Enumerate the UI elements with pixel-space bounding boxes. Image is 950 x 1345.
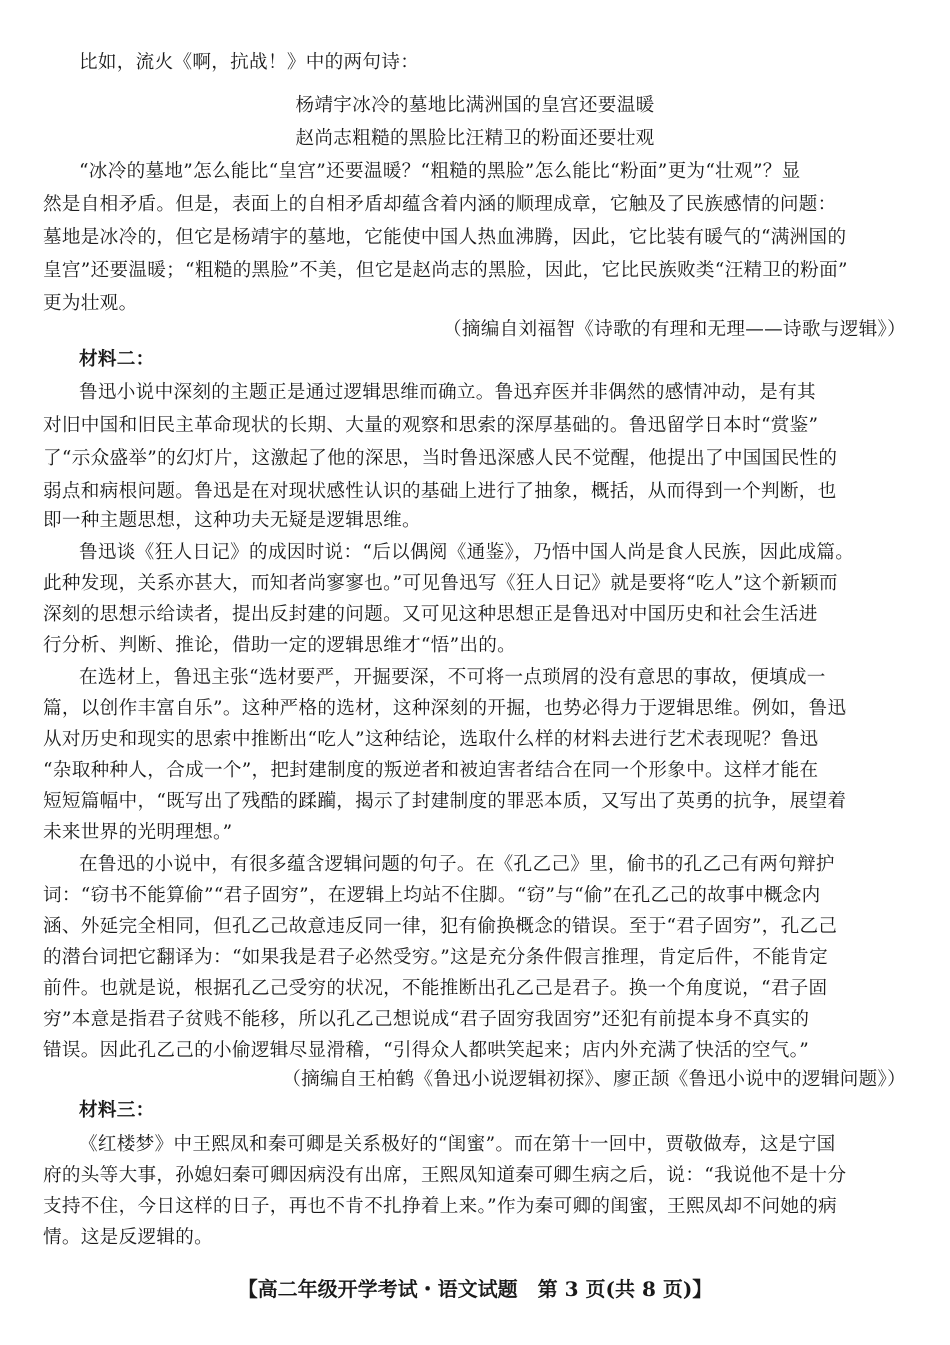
- text-line: 情。这是反逻辑的。: [43, 1227, 214, 1248]
- text-line: 即一种主题思想，这种功夫无疑是逻辑思维。: [43, 510, 421, 531]
- text-line: 对旧中国和旧民主革命现状的长期、大量的观察和思索的深厚基础的。鲁迅留学日本时“赏鉴”: [43, 415, 819, 436]
- text-line: “杂取种种人，合成一个”，把封建制度的叛逆者和被迫害者结合在同一个形象中。这样才能在: [43, 760, 819, 781]
- citation: （摘编自王柏鹤《鲁迅小说逻辑初探》、廖正颉《鲁迅小说中的逻辑问题》）: [282, 1069, 906, 1090]
- text-line: 然是自相矛盾。但是，表面上的自相矛盾却蕴含着内涵的顺理成章，它触及了民族感情的问题：: [43, 194, 837, 215]
- text-line: 短短篇幅中，“既写出了残酷的蹂躏，揭示了封建制度的罪恶本质，又写出了英勇的抗争，展望着: [43, 791, 847, 812]
- text-line: 错误。因此孔乙己的小偷逻辑尽显滑稽，“引得众人都哄笑起来；店内外充满了快活的空气。”: [43, 1040, 810, 1061]
- text-line: 从对历史和现实的思索中推断出“吃人”这种结论，选取什么样的材料去进行艺术表现呢？鲁迅: [43, 729, 819, 750]
- text-line: 府的头等大事，孙媳妇秦可卿因病没有出席，王熙凤知道秦可卿生病之后，说：“我说他不是十分: [43, 1165, 847, 1186]
- text-line: 《红楼梦》中王熙凤和秦可卿是关系极好的“闺蜜”。而在第十一回中，贾敬做寿，这是宁国: [79, 1134, 836, 1155]
- text-line: 词：“窃书不能算偷”“君子固穷”，在逻辑上均站不住脚。“窃”与“偷”在孔乙己的故事中概念内: [43, 885, 821, 906]
- text-line: 鲁迅小说中深刻的主题正是通过逻辑思维而确立。鲁迅弃医并非偶然的感情冲动，是有其: [79, 382, 816, 403]
- section-heading: 材料二：: [79, 349, 155, 370]
- text-line: 穷”本意是指君子贫贱不能移，所以孔乙己想说成“君子固穷我固穷”还犯有前提本身不真实的: [43, 1009, 810, 1030]
- text-line: 深刻的思想示给读者，提出反封建的问题。又可见这种思想正是鲁迅对中国历史和社会生活进: [43, 604, 818, 625]
- text-line: 涵、外延完全相同，但孔乙己故意违反同一律，犯有偷换概念的错误。至于“君子固穷”，孔乙己: [43, 916, 838, 937]
- text-line: 行分析、判断、推论，借助一定的逻辑思维才“悟”出的。: [43, 635, 517, 656]
- text-line: 更为壮观。: [43, 293, 138, 314]
- text-line: 了“示众盛举”的幻灯片，这激起了他的深思，当时鲁迅深感人民不觉醒，他提出了中国国民性的: [43, 448, 838, 469]
- text-line: 的潜台词把它翻译为：“如果我是君子必然受穷。”这是充分条件假言推理，肯定后件，不能肯定: [43, 947, 828, 968]
- text-line: 未来世界的光明理想。”: [43, 822, 233, 843]
- text-line: 前件。也就是说，根据孔乙己受穷的状况，不能推断出孔乙己是君子。换一个角度说，“君子固: [43, 978, 828, 999]
- poem-line: 杨靖宇冰冷的墓地比满洲国的皇宫还要温暖: [295, 95, 655, 116]
- text-line: 鲁迅谈《狂人日记》的成因时说：“后以偶阅《通鉴》，乃悟中国人尚是食人民族，因此成篇。: [79, 542, 855, 563]
- text-line: 此种发现，关系亦甚大，而知者尚寥寥也。”可见鲁迅写《狂人日记》就是要将“吃人”这个新颖而: [43, 573, 838, 594]
- poem-line: 赵尚志粗糙的黑脸比汪精卫的粉面还要壮观: [295, 128, 655, 149]
- text-line: 比如，流火《啊，抗战！》中的两句诗：: [79, 52, 420, 73]
- text-line: 篇，以创作丰富自乐”。这种严格的选材，这种深刻的开掘，也势必得力于逻辑思维。例如，鲁迅: [43, 698, 847, 719]
- text-line: 支持不住，今日这样的日子，再也不肯不扎挣着上来。”作为秦可卿的闺蜜，王熙凤却不问她的病: [43, 1196, 838, 1217]
- citation: （摘编自刘福智《诗歌的有理和无理——诗歌与逻辑》）: [442, 319, 906, 340]
- text-line: 弱点和病根问题。鲁迅是在对现状感性认识的基础上进行了抽象，概括，从而得到一个判断，也: [43, 481, 837, 502]
- text-line: “冰冷的墓地”怎么能比“皇宫”还要温暖？“粗糙的黑脸”怎么能比“粉面”更为“壮观”？显: [79, 161, 801, 182]
- text-line: 在鲁迅的小说中，有很多蕴含逻辑问题的句子。在《孔乙己》里，偷书的孔乙己有两句辩护: [79, 854, 835, 875]
- section-heading: 材料三：: [79, 1100, 155, 1121]
- text-line: 在选材上，鲁迅主张“选材要严，开掘要深，不可将一点琐屑的没有意思的事故，便填成一: [79, 667, 826, 688]
- text-line: 皇宫”还要温暖；“粗糙的黑脸”不美，但它是赵尚志的黑脸，因此，它比民族败类“汪精卫的粉面”: [43, 260, 848, 281]
- page-footer: 【高二年级开学考试・语文试题 第 3 页(共 8 页)】: [237, 1277, 713, 1301]
- text-line: 墓地是冰冷的，但它是杨靖宇的墓地，它能使中国人热血沸腾，因此，它比装有暖气的“满洲国的: [43, 227, 847, 248]
